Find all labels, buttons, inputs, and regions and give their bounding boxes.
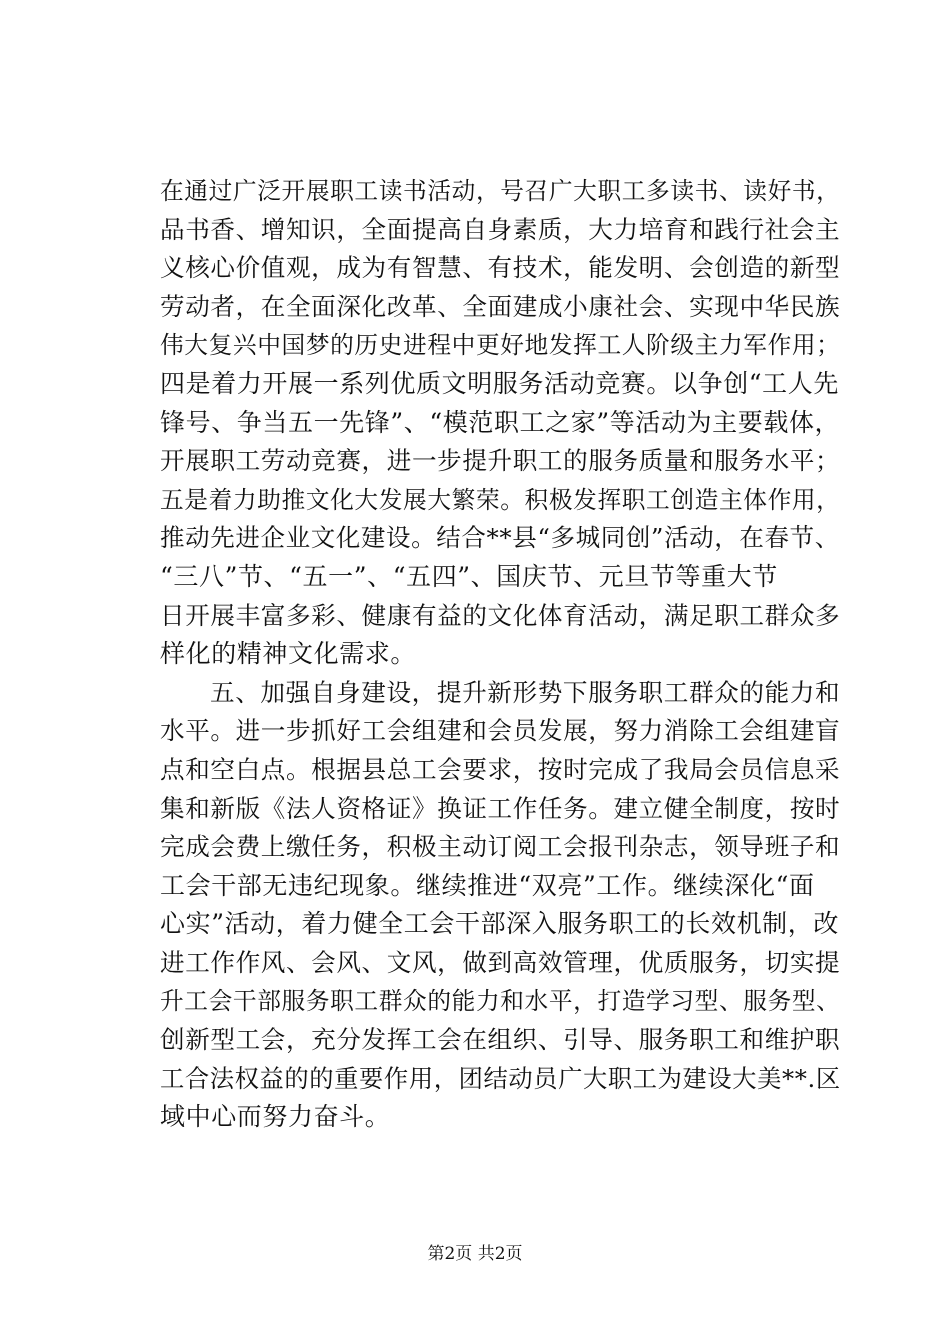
text-line: 四是着力开展一系列优质文明服务活动竞赛。以争创“工人先: [160, 368, 839, 398]
text-line: 域中心而努力奋斗。: [160, 1102, 391, 1132]
text-line: 伟大复兴中国梦的历史进程中更好地发挥工人阶级主力军作用；: [160, 331, 841, 360]
text-line: 进工作作风、会风、文风，做到高效管理，优质服务，切实提: [160, 947, 841, 977]
text-line: 创新型工会，充分发挥工会在组织、引导、服务职工和维护职: [160, 1025, 841, 1055]
text-line: 升工会干部服务职工群众的能力和水平，打造学习型、服务型、: [160, 987, 841, 1016]
text-line: 锋号、争当五一先锋”、“模范职工之家”等活动为主要载体，: [160, 407, 841, 437]
text-line: 完成会费上缴任务，积极主动订阅工会报刊杂志，领导班子和: [160, 832, 841, 862]
text-line: 义核心价值观，成为有智慧、有技术，能发明、会创造的新型: [160, 253, 841, 283]
text-line: 开展职工劳动竞赛，进一步提升职工的服务质量和服务水平；: [160, 446, 841, 476]
text-line: 在通过广泛开展职工读书活动，号召广大职工多读书、读好书，: [160, 177, 841, 205]
text-line: 品书香、增知识，全面提高自身素质，大力培育和践行社会主: [160, 214, 841, 244]
text-line: 劳动者，在全面深化改革、全面建成小康社会、实现中华民族: [160, 291, 841, 321]
text-line: 样化的精神文化需求。: [160, 639, 417, 669]
text-line: 推动先进企业文化建设。结合**县“多城同创”活动，在春节、: [160, 523, 840, 553]
text-line: 心实”活动，着力健全工会干部深入服务职工的长效机制，改: [160, 909, 839, 939]
text-line: 点和空白点。根据县总工会要求，按时完成了我局会员信息采: [160, 754, 841, 784]
text-line: 水平。进一步抓好工会组建和会员发展，努力消除工会组建盲: [160, 716, 841, 746]
text-line: “三八”节、“五一”、“五四”、国庆节、元旦节等重大节: [160, 561, 778, 591]
paragraph-first-line: 五、加强自身建设，提升新形势下服务职工群众的能力和: [210, 677, 841, 707]
text-line: 集和新版《法人资格证》换证工作任务。建立健全制度，按时: [160, 793, 841, 823]
text-line: 日开展丰富多彩、健康有益的文化体育活动，满足职工群众多: [160, 600, 841, 630]
text-line: 五是着力助推文化大发展大繁荣。积极发挥职工创造主体作用，: [160, 485, 841, 514]
text-line: 工会干部无违纪现象。继续推进“双亮”工作。继续深化“面: [160, 870, 815, 900]
text-line: 工合法权益的的重要作用，团结动员广大职工为建设大美**.区: [160, 1063, 841, 1093]
page-number-footer: 第2页 共2页: [427, 1244, 523, 1264]
document-body: [160, 172, 840, 1137]
